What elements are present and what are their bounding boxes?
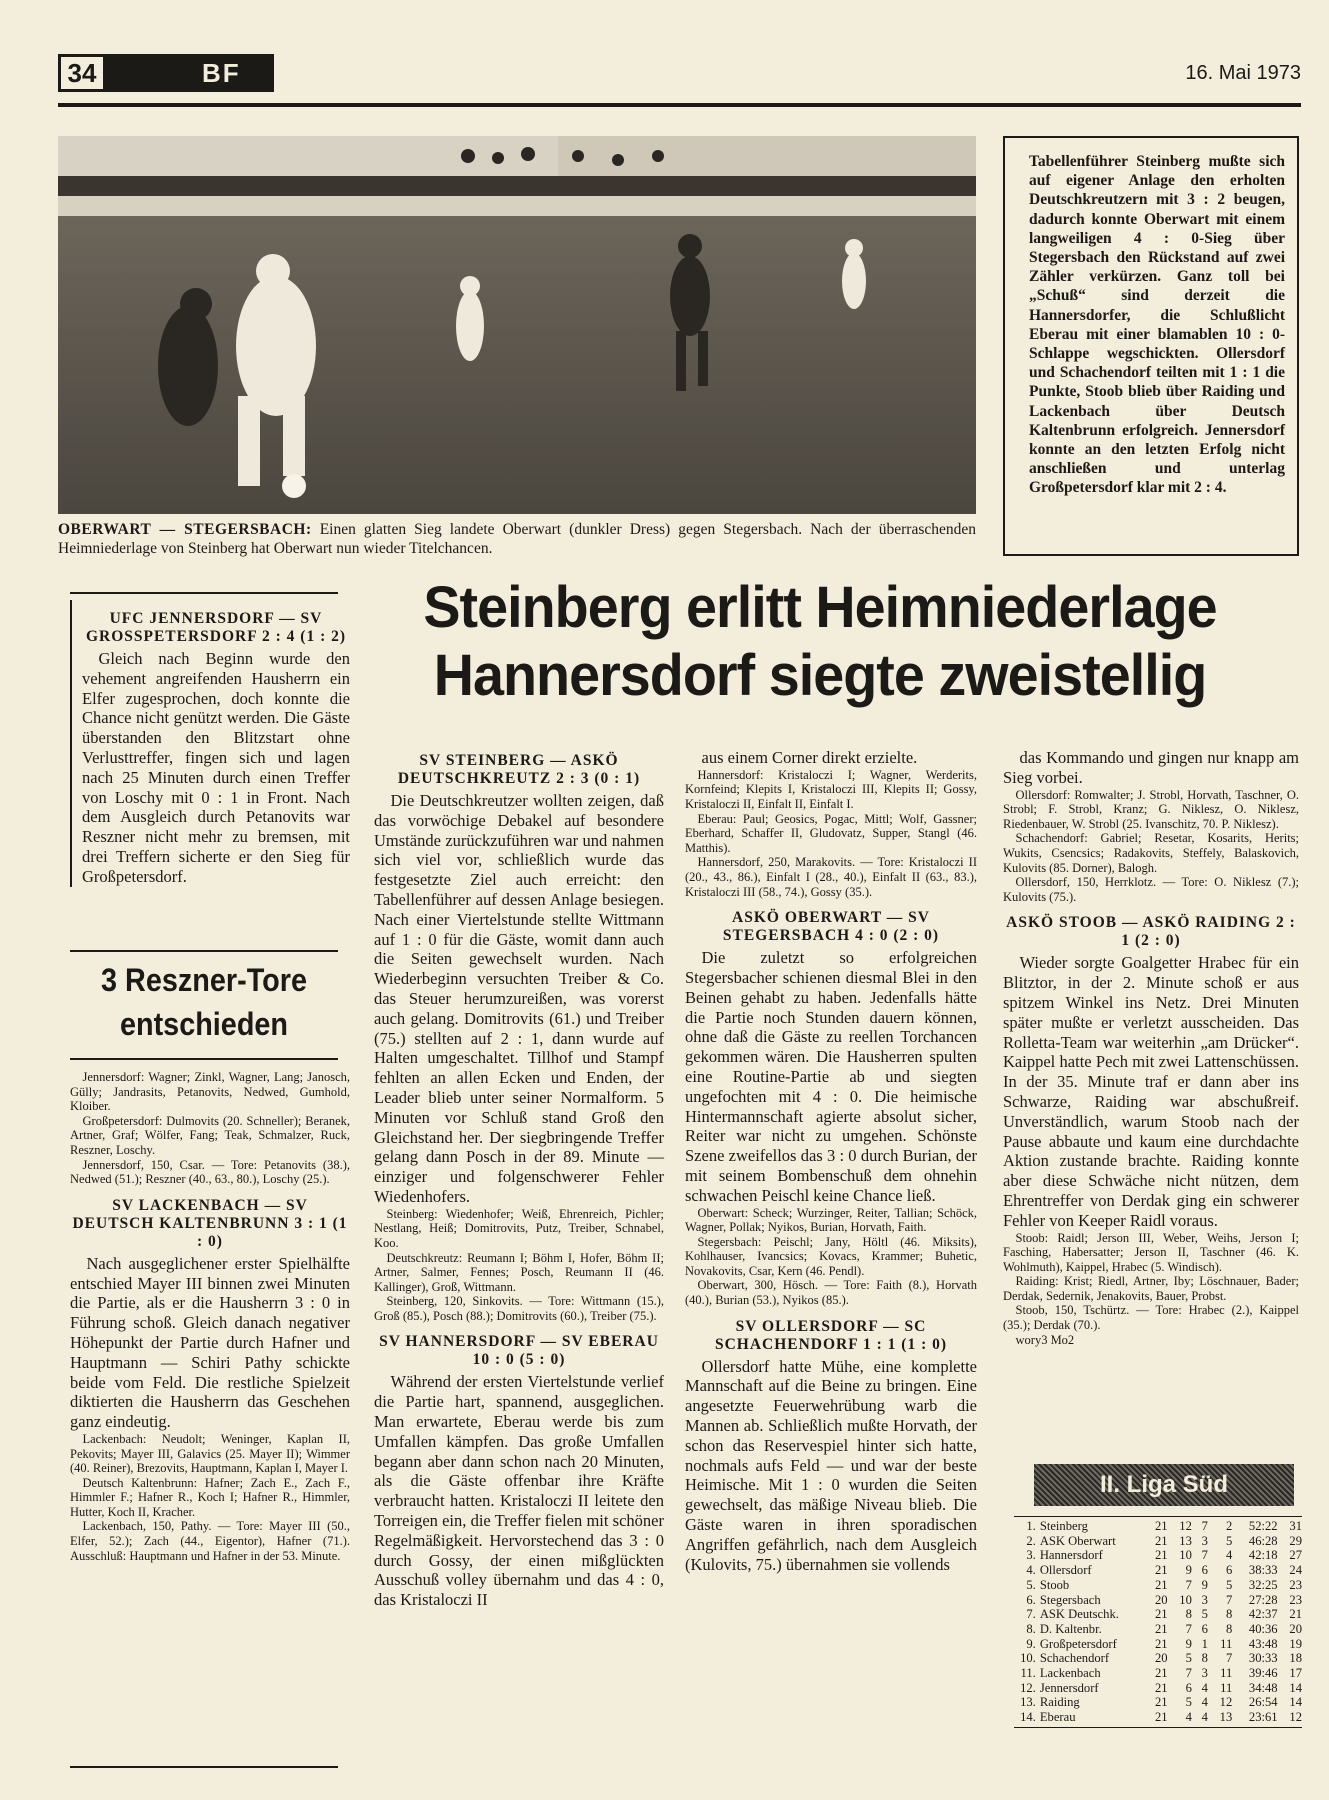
league-cell-d: 6 — [1201, 1563, 1208, 1578]
league-cell-goals: 38:33 — [1248, 1563, 1278, 1578]
league-cell-w: 10 — [1179, 1548, 1192, 1563]
photo-caption — [58, 520, 976, 558]
league-cell-rank: 2. — [1026, 1533, 1036, 1548]
league-cell-d: 3 — [1201, 1533, 1208, 1548]
league-cell-team: ASK Deutschk. — [1039, 1607, 1119, 1622]
match-heading: SV STEINBERG — ASKÖ DEUTSCHKREUTZ 2 : 3 (0 : 1) — [397, 752, 641, 787]
column-3 — [685, 748, 977, 1574]
league-cell-team: Stoob — [1039, 1577, 1070, 1592]
league-cell-rank: 6. — [1026, 1592, 1036, 1607]
subhead-rule — [70, 1058, 338, 1060]
league-cell-rank: 8. — [1026, 1621, 1036, 1636]
league-cell-rank: 5. — [1026, 1577, 1036, 1592]
match-heading: ASKÖ OBERWART — SV STEGERSBACH 4 : 0 (2 : 0) — [722, 909, 940, 945]
league-cell-goals: 43:48 — [1248, 1636, 1278, 1651]
league-cell-team: Raiding — [1039, 1695, 1080, 1710]
match-report: Während der ersten Viertelstunde verlief die Partie hart, spannend, ausgeglichen. Man erwartete, Eberau werde bis zum Umfallen kämpfen. Das große Umfallen begann aber dann schon nach 20 Minuten, als die Gäste offenbar ihre Kräfte verbraucht hatten. Kristaloczi II leitete den Torreigen ein, die Treffer fielen mit schöner Regelmäßigkeit. Hervorstechend das 3 : 0 durch Gossy, der einen mißglückten Ausschuß volley übernahm und das 4 : 0, das Kristaloczi II — [374, 1372, 664, 1610]
league-cell-l: 11 — [1220, 1680, 1233, 1695]
league-cell-team: Hannersdorf — [1039, 1548, 1103, 1563]
column-1-bottom — [70, 1070, 350, 1563]
subheadline: 3 Reszner-Tore entschieden — [101, 962, 307, 1042]
league-table-row — [1014, 1637, 1302, 1652]
league-cell-pts: 20 — [1289, 1621, 1302, 1636]
league-cell-l: 4 — [1225, 1548, 1233, 1563]
league-cell-team: Eberau — [1040, 1710, 1143, 1727]
league-cell-rank: 12. — [1020, 1680, 1036, 1695]
league-cell-team: Jennersdorf — [1039, 1680, 1099, 1695]
league-table-row — [1014, 1517, 1302, 1534]
league-cell-goals: 32:25 — [1248, 1577, 1278, 1592]
match-report: Die Deutschkreutzer wollten zeigen, daß das vorwöchige Debakel auf besondere Umstände zurückzuführen war und nahmen sich viel vor, schließlich wurde das festgesetzte Ziel auch erreicht: den Tabellenführer auf dessen Anlage besiegen. Nach einer Viertelstunde stellte Wittmann auf 1 : 0 für die Gäste, womit dann auch die Seiten gewechselt wurden. Nach Wiederbeginn versuchten Treiber & Co. das Steuer herumzureißen, was vorerst auch gelang. Domitrovits (61.) und Treiber (75.) stellten auf 2 : 1, dann wurde auf Halten umgeschaltet. Tillhof und Stampf fehlten an allen Ecken und Enden, der Leader blieb unter seiner Normalform. 5 Minuten vor Schluß stand Groß den Gleichstand her. Der siegbringende Treffer gelang dann Posch in der 89. Minute — einziger und folgenschwerer Fehler Wiedenhofers. — [374, 791, 664, 1206]
match-photo-image — [58, 136, 976, 514]
league-cell-l: 11 — [1220, 1636, 1233, 1651]
league-cell-d: 5 — [1201, 1607, 1208, 1622]
league-cell-w: 9 — [1185, 1563, 1192, 1578]
match-report: aus einem Corner direkt erzielte. — [701, 748, 918, 767]
league-table-row — [1014, 1593, 1302, 1608]
league-cell-pts: 14 — [1289, 1680, 1302, 1695]
league-cell-p: 20 — [1154, 1592, 1168, 1607]
match-stats: Stoob, 150, Tschürtz. — Tore: Hrabec (2.), Kaippel (35.); Derdak (70.). — [1003, 1303, 1299, 1333]
league-cell-p: 21 — [1154, 1621, 1168, 1636]
league-cell-w: 7 — [1185, 1621, 1192, 1636]
column-4 — [1003, 748, 1299, 1347]
lineup: Eberau: Paul; Geosics, Pogac, Mittl; Wolf, Gassner; Eberhard, Schaffer II, Gludovatz, Supper, Stangl (46. Matthis). — [685, 811, 977, 855]
league-cell-goals: 26:54 — [1248, 1695, 1278, 1710]
match-report: Nach ausgeglichener erster Spielhälfte entschied Mayer III binnen zwei Minuten die Partie, als er die Hausherrn 3 : 0 in Führung schoß. Gleich danach negativer Höhepunkt der Partie durch Hafner und Hauptmann — Schiri Pathy schickte beide vom Feld. Die restliche Spielzeit diktierten die Hausherrn das Geschehen ganz eindeutig. — [70, 1253, 350, 1432]
headline — [376, 574, 1264, 710]
league-cell-l: 5 — [1225, 1577, 1233, 1592]
league-cell-d: 3 — [1201, 1666, 1208, 1681]
league-table — [1014, 1516, 1302, 1728]
column-1-top — [70, 600, 350, 887]
league-cell-pts: 29 — [1289, 1533, 1302, 1548]
match-heading: ASKÖ STOOB — ASKÖ RAIDING 2 : 1 (2 : 0) — [1006, 914, 1296, 950]
match-report: Wieder sorgte Goalgetter Hrabec für ein Blitztor, in der 2. Minute schoß er aus spitzem Winkel ins Netz. Drei Minuten später mußte er verletzt ausscheiden. Das Rolletta-Team war weiterhin „am Drücker“. Kaippel hatte Pech mit zwei Lattenschüssen. In der 35. Minute traf er dann aber ins Schwarze, Raiding war abschußreif. Unverständlich, warum Stoob nach der Pause abbaute und kaum eine durchdachte Aktion zustande brachte. Raiding konnte aber diese Schwäche nicht nützen, dem Ehrentreffer von Derdak ging ein schwerer Fehler von Keeper Raidl voraus. — [1003, 953, 1299, 1230]
match-photo — [58, 136, 976, 514]
lineup: Deutsch Kaltenbrunn: Hafner; Zach E., Zach F., Himmler F.; Hafner R., Koch I; Hafner R., Himmler, Hutter, Koch II, Kracher. — [70, 1475, 350, 1519]
league-cell-pts: 17 — [1289, 1666, 1302, 1681]
lineup: Stoob: Raidl; Jerson III, Weber, Weihs, Jerson I; Fasching, Habersatter; Jerson II, Taschner (46. K. Wohlmuth), Kaippel, Hrabec (5. Windisch). — [1003, 1230, 1299, 1274]
summary-box — [1003, 136, 1299, 556]
author-signature: wory3 Mo2 — [1015, 1332, 1075, 1347]
league-cell-l: 7 — [1225, 1592, 1233, 1607]
league-cell-rank: 7. — [1026, 1607, 1036, 1622]
league-table-row — [1014, 1548, 1302, 1563]
league-cell-l: 5 — [1225, 1533, 1233, 1548]
league-table-row — [1014, 1681, 1302, 1696]
headline-line-2: Hannersdorf siegte zweistellig — [433, 643, 1207, 708]
lineup: Deutschkreutz: Reumann I; Böhm I, Hofer, Böhm II; Artner, Salmer, Fennes; Posch, Reumann II (46. Kallinger), Groß, Wittmann. — [374, 1250, 664, 1294]
league-cell-pts: 27 — [1289, 1548, 1302, 1563]
league-cell-l: 11 — [1220, 1666, 1233, 1681]
league-table-row — [1014, 1607, 1302, 1622]
league-cell-goals: 42:18 — [1248, 1548, 1278, 1563]
match-stats: Oberwart, 300, Hösch. — Tore: Faith (8.), Horvath (40.), Burian (53.), Nyikos (85.). — [685, 1278, 977, 1308]
match-stats: Jennersdorf, 150, Csar. — Tore: Petanovits (38.), Nedwed (51.); Reszner (40., 63., 80.), Loschy (25.). — [70, 1157, 350, 1187]
lineup: Ollersdorf: Romwalter; J. Strobl, Horvath, Taschner, O. Strobl; F. Strobl, Kranz; G. Niklesz, O. Niklesz, Riedenbauer, W. Strobl (25. Ivanschitz, 70. P. Niklesz). — [1003, 787, 1299, 831]
league-cell-rank: 11. — [1020, 1666, 1036, 1681]
page-number: 34 — [58, 54, 106, 92]
match-report: Ollersdorf hatte Mühe, eine komplette Mannschaft auf die Beine zu bringen. Eine angesetzte Feuerwehrübung warb die Mannen ab. Schließlich mußte Horvath, der schon das Reservespiel hinter sich hatte, nochmals aufs Feld — und war der beste Heimische. Mit 1 : 0 wurden die Seiten gewechselt, das mäßige Niveau blieb. Die Gäste waren in ihren sporadischen Angriffen gefährlich, nach dem Ausgleich (Kulovits, 75.) übernahmen sie vollends — [685, 1356, 977, 1574]
league-cell-p: 21 — [1143, 1710, 1167, 1727]
league-table-row — [1014, 1563, 1302, 1578]
issue-date: 16. Mai 1973 — [1185, 62, 1301, 84]
headline-line-1: Steinberg erlitt Heimniederlage — [423, 575, 1217, 640]
league-cell-goals: 52:22 — [1232, 1517, 1277, 1534]
lineup: Lackenbach: Neudolt; Weninger, Kaplan II, Pekovits; Mayer III, Galavics (25. Mayer II); Wimmer (40. Reiner), Brezovits, Hauptmann, Kaplan I, Mayer I. — [70, 1431, 350, 1476]
match-stats: Steinberg, 120, Sinkovits. — Tore: Wittmann (15.), Groß (85.), Posch (88.); Domitrovits (60.), Treiber (75.). — [374, 1294, 664, 1323]
summary-text: Tabellenführer Steinberg mußte sich auf eigener Anlage den erholten Deutschkreutzern mit 3 : 2 beugen, dadurch konnte Oberwart mit einem langweiligen 4 : 0-Sieg über Stegersbach den Rückstand auf zwei Zähler verkürzen. Ganz toll bei „Schuß“ sind derzeit die Hannersdorfer, die Schlußlicht Eberau mit einer blamablen 10 : 0-Schlappe wegschickten. Ollersdorf und Schachendorf teilten mit 1 : 1 die Punkte, Stoob blieb über Raiding und Lackenbach über Deutsch Kaltenbrunn erfolgreich. Jennersdorf konnte an den letzten Erfolg nicht anschließen und unterlag Großpetersdorf klar mit 2 : 4. — [1029, 153, 1285, 497]
league-cell-team: Schachendorf — [1039, 1651, 1110, 1666]
match-heading: SV HANNERSDORF — SV EBERAU 10 : 0 (5 : 0) — [379, 1333, 659, 1369]
lineup: Oberwart: Scheck; Wurzinger, Reiter, Tallian; Schöck, Wagner, Pollak; Nyikos, Burian, Horvath, Faith. — [685, 1205, 977, 1235]
league-table-row — [1014, 1578, 1302, 1593]
league-cell-team: Lackenbach — [1039, 1666, 1101, 1681]
league-cell-d: 7 — [1201, 1548, 1208, 1563]
league-cell-l: 7 — [1225, 1651, 1233, 1666]
league-cell-team: Großpetersdorf — [1039, 1636, 1117, 1651]
league-cell-goals: 34:48 — [1248, 1680, 1278, 1695]
league-table-row — [1014, 1695, 1302, 1710]
match-heading: SV LACKENBACH — SV DEUTSCH KALTENBRUNN 3 : 1 (1 : 0) — [72, 1196, 348, 1250]
league-cell-p: 20 — [1154, 1651, 1168, 1666]
league-cell-d: 6 — [1201, 1621, 1208, 1636]
match-stats: Ollersdorf, 150, Herrklotz. — Tore: O. Niklesz (7.); Kulovits (75.). — [1003, 875, 1299, 904]
league-table-row — [1014, 1666, 1302, 1681]
league-cell-goals: 27:28 — [1248, 1592, 1278, 1607]
league-cell-d: 4 — [1201, 1680, 1208, 1695]
league-cell-d: 3 — [1201, 1592, 1208, 1607]
column-rule — [70, 592, 338, 594]
lineup: Großpetersdorf: Dulmovits (20. Schneller); Beranek, Artner, Graf; Wölfer, Fang; Teak, Schmalzer, Ruck, Reszner, Loschy. — [70, 1113, 350, 1157]
caption-text: Einen glatten Sieg landete Oberwart (dunkler Dress) gegen Stegersbach. Nach der überraschenden Heimniederlage von Steinberg hat Oberwart nun wieder Titelchancen. — [58, 521, 976, 557]
league-cell-goals: 40:36 — [1248, 1621, 1278, 1636]
league-cell-d: 4 — [1201, 1695, 1208, 1710]
league-cell-rank: 4. — [1026, 1563, 1036, 1578]
league-cell-rank: 1. — [1014, 1517, 1040, 1534]
league-cell-pts: 19 — [1289, 1636, 1302, 1651]
league-cell-w: 5 — [1185, 1651, 1192, 1666]
league-cell-l: 8 — [1225, 1607, 1233, 1622]
league-cell-w: 10 — [1179, 1592, 1192, 1607]
league-cell-l: 12 — [1219, 1695, 1233, 1710]
league-cell-pts: 23 — [1289, 1592, 1302, 1607]
league-cell-pts: 12 — [1278, 1710, 1302, 1727]
lineup: Steinberg: Wiedenhofer; Weiß, Ehrenreich, Pichler; Nestlang, Heiß; Domitrovits, Putz, Treiber, Schnabel, Koo. — [374, 1206, 664, 1250]
league-cell-pts: 18 — [1289, 1651, 1302, 1666]
league-cell-goals: 46:28 — [1248, 1533, 1278, 1548]
league-cell-p: 21 — [1154, 1533, 1168, 1548]
header-rule — [58, 103, 1301, 107]
league-cell-l: 8 — [1225, 1621, 1233, 1636]
match-stats: Lackenbach, 150, Pathy. — Tore: Mayer III (50., Elfer, 52.); Zach (44., Eigentor), Hafner (71.). Ausschluß: Hauptmann und Hafner in der 53. Minute. — [70, 1519, 350, 1563]
league-cell-w: 9 — [1185, 1636, 1192, 1651]
league-cell-w: 12 — [1168, 1517, 1192, 1534]
league-cell-team: Ollersdorf — [1039, 1563, 1092, 1578]
lineup: Schachendorf: Gabriel; Resetar, Kosarits, Herits; Wukits, Csencsics; Radakovits, Steffely, Balaskovich, Kulovits (85. Dorner), Balogh. — [1003, 831, 1299, 875]
match-heading: UFC JENNERSDORF — SV GROSSPETERSDORF 2 : 4 (1 : 2) — [85, 610, 347, 645]
league-cell-rank: 13. — [1020, 1695, 1036, 1710]
league-cell-w: 4 — [1168, 1710, 1192, 1727]
league-cell-w: 5 — [1185, 1695, 1192, 1710]
league-cell-w: 6 — [1185, 1680, 1192, 1695]
league-cell-d: 1 — [1201, 1636, 1208, 1651]
league-cell-pts: 23 — [1289, 1577, 1302, 1592]
match-report: das Kommando und gingen nur knapp am Sieg vorbei. — [1003, 748, 1299, 787]
league-cell-team: ASK Oberwart — [1039, 1533, 1116, 1548]
league-table-row — [1014, 1710, 1302, 1727]
match-report: Gleich nach Beginn wurde den vehement angreifenden Hausherrn ein Elfer zugesprochen, doch konnte die Chance nicht genützt werden. Die Gäste überstanden den Blitzstart ohne Verlusttreffer, fingen sich und lagen nach 25 Minuten durch einen Treffer von Loschy mit 0 : 1 in Front. Nach dem Ausgleich durch Petanovits war Reszner nicht mehr zu bremsen, mit drei Treffern sicherte er den Sieg für Großpetersdorf. — [82, 649, 350, 886]
league-cell-pts: 31 — [1278, 1517, 1302, 1534]
league-banner: II. Liga Süd — [1034, 1464, 1294, 1506]
subhead-rule — [70, 950, 338, 952]
league-cell-pts: 24 — [1289, 1563, 1302, 1578]
league-cell-p: 21 — [1154, 1607, 1168, 1622]
league-cell-p: 21 — [1154, 1666, 1168, 1681]
league-cell-w: 7 — [1185, 1666, 1192, 1681]
column-2 — [374, 752, 664, 1610]
league-cell-d: 9 — [1201, 1577, 1208, 1592]
league-cell-goals: 42:37 — [1248, 1607, 1278, 1622]
match-report: Die zuletzt so erfolgreichen Stegersbacher schienen diesmal Blei in den Beinen gehabt zu haben. Jedenfalls hätte die Partie noch Stunden dauern können, ohne daß die Gäste zu reellen Torchancen gekommen wären. Die Hausherren spulten eine Routine-Partie ab und siegten ungefochten mit 4 : 0. Die heimische Hintermannschaft agierte absolut sicher, Reiter war nicht zu umgehen. Schönste Szene zweifellos das 3 : 0 durch Burian, der mit seinem Bombenschuß dem ohnehin schwachen Peischl keine Chance ließ. — [685, 948, 977, 1205]
column-rule — [70, 1766, 338, 1768]
league-cell-w: 13 — [1179, 1533, 1192, 1548]
lineup: Raiding: Krist; Riedl, Artner, Iby; Löschnauer, Bader; Derdak, Sedernik, Jenakovits, Bauer, Probst. — [1003, 1274, 1299, 1303]
league-cell-p: 21 — [1154, 1695, 1168, 1710]
league-cell-l: 2 — [1208, 1517, 1232, 1534]
lineup: Jennersdorf: Wagner; Zinkl, Wagner, Lang; Janosch, Gülly; Jandrasits, Petanovits, Nedwed, Gumhold, Kloiber. — [70, 1070, 350, 1114]
league-cell-rank: 3. — [1026, 1548, 1036, 1563]
league-cell-team: D. Kaltenbr. — [1039, 1621, 1102, 1636]
league-cell-p: 21 — [1154, 1548, 1168, 1563]
league-cell-goals: 39:46 — [1248, 1666, 1278, 1681]
league-cell-p: 21 — [1154, 1577, 1168, 1592]
league-table-row — [1014, 1534, 1302, 1549]
caption-lead: OBERWART — STEGERSBACH: — [58, 521, 312, 538]
league-cell-pts: 14 — [1289, 1695, 1302, 1710]
league-cell-w: 7 — [1185, 1577, 1192, 1592]
section-tag: BF — [106, 54, 274, 92]
league-cell-rank: 10. — [1020, 1651, 1036, 1666]
league-cell-d: 7 — [1192, 1517, 1208, 1534]
league-cell-rank: 9. — [1026, 1636, 1036, 1651]
league-table-row — [1014, 1622, 1302, 1637]
league-cell-p: 21 — [1154, 1680, 1168, 1695]
match-stats: Hannersdorf, 250, Marakovits. — Tore: Kristaloczi II (20., 43., 86.), Einfalt I (28., 40.), Einfalt II (63., 83.), Kristaloczi III (58., 74.), Gossy (35.). — [685, 855, 977, 899]
league-cell-team: Stegersbach — [1039, 1592, 1101, 1607]
lineup: Hannersdorf: Kristaloczi I; Wagner, Werderits, Kornfeind; Klepits I, Kristaloczi III, Klepits II; Gossy, Kristaloczi II, Einfalt II, Einfalt I. — [685, 767, 977, 811]
league-cell-team: Steinberg — [1040, 1517, 1143, 1534]
league-table-row — [1014, 1651, 1302, 1666]
league-cell-rank: 14. — [1014, 1710, 1040, 1727]
league-cell-l: 6 — [1225, 1563, 1233, 1578]
league-cell-d: 4 — [1192, 1710, 1208, 1727]
league-cell-goals: 23:61 — [1232, 1710, 1277, 1727]
league-cell-l: 13 — [1208, 1710, 1232, 1727]
match-heading: SV OLLERSDORF — SC SCHACHENDORF 1 : 1 (1 : 0) — [714, 1317, 948, 1353]
lineup: Stegersbach: Peischl; Jany, Höltl (46. Miksits), Kohlhauser, Ivancsics; Kovacs, Krammer; Buhetic, Novakovits, Csar, Kern (46. Pendl). — [685, 1234, 977, 1278]
league-cell-p: 21 — [1154, 1563, 1168, 1578]
league-cell-p: 21 — [1143, 1517, 1167, 1534]
league-cell-pts: 21 — [1289, 1607, 1302, 1622]
league-cell-p: 21 — [1154, 1636, 1168, 1651]
league-cell-goals: 30:33 — [1248, 1651, 1278, 1666]
league-cell-w: 8 — [1185, 1607, 1192, 1622]
league-cell-d: 8 — [1201, 1651, 1208, 1666]
